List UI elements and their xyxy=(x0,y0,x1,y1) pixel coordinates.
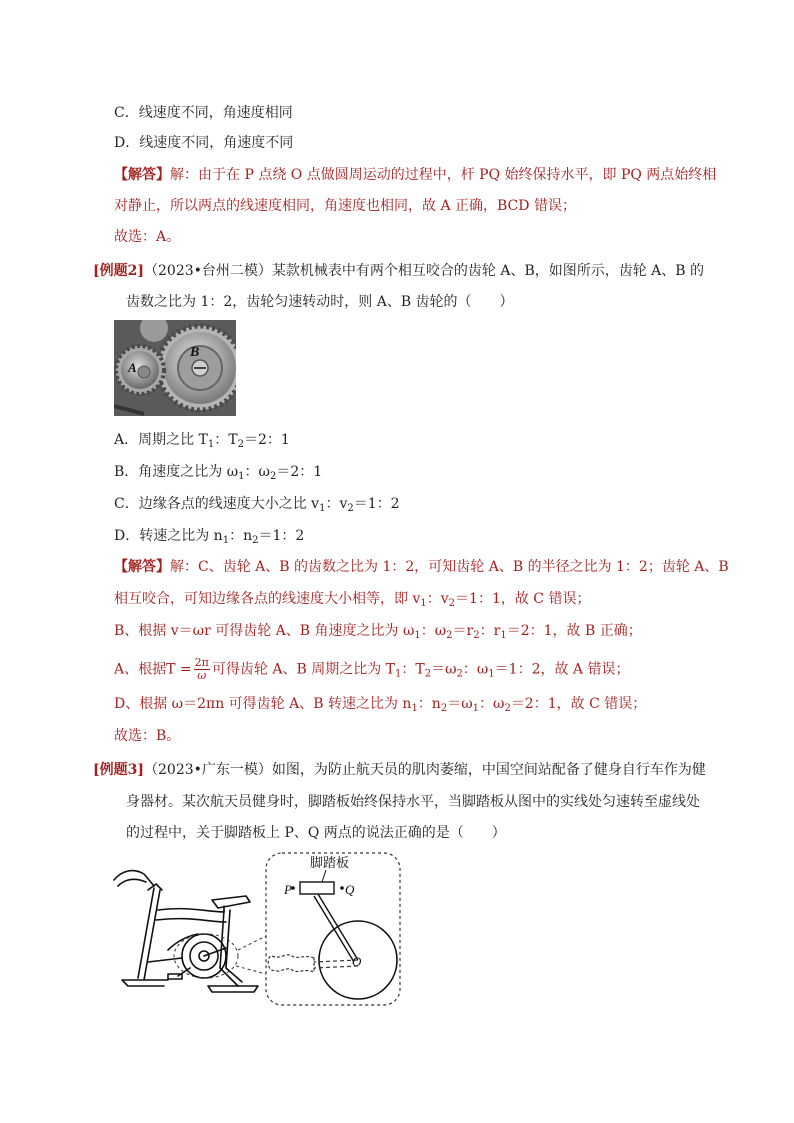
answer-tag: 【解答】 xyxy=(114,559,170,575)
ans4-c: ：ω xyxy=(462,661,489,678)
ans3-pre: B、根据 v＝ωr 可得齿轮 A、B 角速度之比为 ω xyxy=(114,623,415,639)
ans5-c: ：ω xyxy=(479,696,505,712)
subscript: 2 xyxy=(424,668,432,680)
subscript: 1 xyxy=(500,630,507,641)
subscript: 1 xyxy=(207,439,215,450)
subscript: 2 xyxy=(473,630,480,641)
option-b-post: ＝2：1 xyxy=(276,464,323,480)
ex2-answer-line2 xyxy=(114,589,590,614)
option-a-post: ＝2：1 xyxy=(244,432,290,448)
prev-option-d: D．线速度不同，角速度不同 xyxy=(114,135,294,151)
option-c-mid: ：v xyxy=(325,496,348,512)
subscript: 1 xyxy=(420,598,427,609)
option-d-post: ＝1：2 xyxy=(258,528,305,544)
subscript: 2 xyxy=(446,630,453,641)
ans2-post: ＝1：1，故 C 错误； xyxy=(455,591,591,607)
ex2-tag: [例题2] xyxy=(93,263,144,279)
option-b-pre: B．角速度之比为 ω xyxy=(114,464,239,480)
crank-arm xyxy=(318,894,358,960)
ans4-b: ＝ω xyxy=(431,661,457,678)
subscript: 1 xyxy=(238,471,245,482)
label-q: Q xyxy=(345,882,355,897)
gears-figure xyxy=(114,320,236,416)
ans4-pre: A、根据 xyxy=(114,661,167,678)
prev-answer-line2: 对静止，所以两点的线速度相同，角速度也相同，故 A 正确，BCD 错误； xyxy=(114,198,576,214)
ans2-pre: 相互咬合，可知边缘各点的线速度大小相等，即 v xyxy=(114,591,421,607)
subscript: 2 xyxy=(456,668,463,680)
option-c-pre: C．边缘各点的线速度大小之比 v xyxy=(114,496,320,512)
subscript: 1 xyxy=(472,703,480,714)
subscript: 2 xyxy=(347,503,354,514)
ex2-option-b xyxy=(114,462,322,487)
subscript: 2 xyxy=(440,703,448,714)
ans5-a: ：n xyxy=(417,696,441,712)
ans3-c: ：r xyxy=(479,623,501,639)
ex2-answer-line5 xyxy=(114,694,646,719)
subscript: 1 xyxy=(411,703,418,714)
ex3-stem-line1 xyxy=(93,760,706,780)
subscript: 2 xyxy=(504,703,511,714)
option-c-post: ＝1：2 xyxy=(353,496,400,512)
ans3-b: ＝r xyxy=(452,623,474,639)
prev-option-c: C．线速度不同，角速度相同 xyxy=(114,105,293,121)
ex2-stem-line1 xyxy=(93,261,704,281)
gear-a xyxy=(116,346,164,394)
subscript: 2 xyxy=(237,439,244,450)
ex3-stem1: （2023•广东一模）如图，为防止航天员的肌肉萎缩，中国空间站配备了健身自行车作为健 xyxy=(144,762,706,778)
answer-text: 解：C、齿轮 A、B 的齿数之比为 1：2，可知齿轮 A、B 的半径之比为 1：2；齿轮 A、B xyxy=(170,559,729,575)
period-formula-t: T = xyxy=(166,661,192,678)
period-fraction xyxy=(194,657,210,682)
ex3-tag: [例题3] xyxy=(93,762,144,778)
label-o: O xyxy=(352,954,362,969)
ex3-stem-line2: 身器材。某次航天员健身时，脚踏板始终保持水平，当脚踏板从图中的实线处匀速转至虚线处 xyxy=(126,794,700,810)
subscript: 2 xyxy=(448,598,456,609)
subscript: 2 xyxy=(269,471,277,482)
fraction-numerator: 2π xyxy=(194,656,209,669)
callout-line-top xyxy=(238,936,266,950)
option-a-mid: ：T xyxy=(214,432,238,448)
option-b-mid: ：ω xyxy=(244,464,270,480)
ex2-answer-line1 xyxy=(114,557,729,577)
pedal-pointer xyxy=(322,870,326,882)
ex2-answer-line4 xyxy=(114,657,630,685)
ex2-stem1: （2023•台州二模）某款机械表中有两个相互咬合的齿轮 A、B，如图所示，齿轮 A、B 的 xyxy=(144,263,705,279)
zoom-box xyxy=(266,853,400,1005)
ex2-stem-line2: 齿数之比为 1：2，齿轮匀速转动时，则 A、B 齿轮的（ ） xyxy=(126,294,514,310)
prev-choice: 故选：A。 xyxy=(114,229,181,245)
exercise-bike-figure xyxy=(108,850,408,1008)
subscript: 1 xyxy=(222,535,230,546)
answer-tag: 【解答】 xyxy=(114,167,170,183)
subscript: 2 xyxy=(252,535,259,546)
subscript: 1 xyxy=(488,668,495,680)
ex2-option-a xyxy=(114,430,290,455)
callout-line-bottom xyxy=(236,966,266,974)
label-p: P xyxy=(284,882,292,897)
fraction-denominator: ω xyxy=(197,669,207,682)
point-q xyxy=(340,886,344,890)
gear-a-label: A xyxy=(128,360,137,375)
pedal-solid xyxy=(300,882,334,894)
ex2-option-c xyxy=(114,494,400,519)
ex2-option-d xyxy=(114,526,304,551)
ans3-a: ：ω xyxy=(420,623,447,639)
option-d-mid: ：n xyxy=(229,528,253,544)
ans5-b: ＝ω xyxy=(447,696,473,712)
ans4-a: ：T xyxy=(401,661,425,678)
ans4-mid: 可得齿轮 A、B 周期之比为 T xyxy=(211,661,395,678)
exercise-bike xyxy=(114,871,258,992)
option-d-pre: D．转速之比为 n xyxy=(114,528,223,544)
ex2-answer-line3 xyxy=(114,621,642,646)
pedal-dashed xyxy=(268,955,314,972)
subscript: 1 xyxy=(414,630,421,641)
ans2-mid: ：v xyxy=(426,591,449,607)
ans5-pre: D、根据 ω＝2πn 可得齿轮 A、B 转速之比为 n xyxy=(114,696,412,712)
answer-text: 解：由于在 P 点绕 O 点做圆周运动的过程中，杆 PQ 始终保持水平，即 PQ 两点始终相 xyxy=(170,167,717,183)
subscript: 1 xyxy=(394,668,402,680)
subscript: 1 xyxy=(319,503,326,514)
gear-b-label: B xyxy=(190,345,200,360)
ans5-post: ＝2：1，故 C 错误； xyxy=(510,696,647,712)
prev-answer-line1 xyxy=(114,165,716,185)
label-pedal: 脚踏板 xyxy=(310,856,350,871)
ex2-choice: 故选：B。 xyxy=(114,728,181,744)
ans4-post: ＝1：2，故 A 错误； xyxy=(494,661,630,678)
ans3-post: ＝2：1，故 B 正确； xyxy=(506,623,642,639)
ex3-stem-line3: 的过程中，关于脚踏板上 P、Q 两点的说法正确的是（ ） xyxy=(126,825,506,841)
option-a-pre: A．周期之比 T xyxy=(114,432,208,448)
